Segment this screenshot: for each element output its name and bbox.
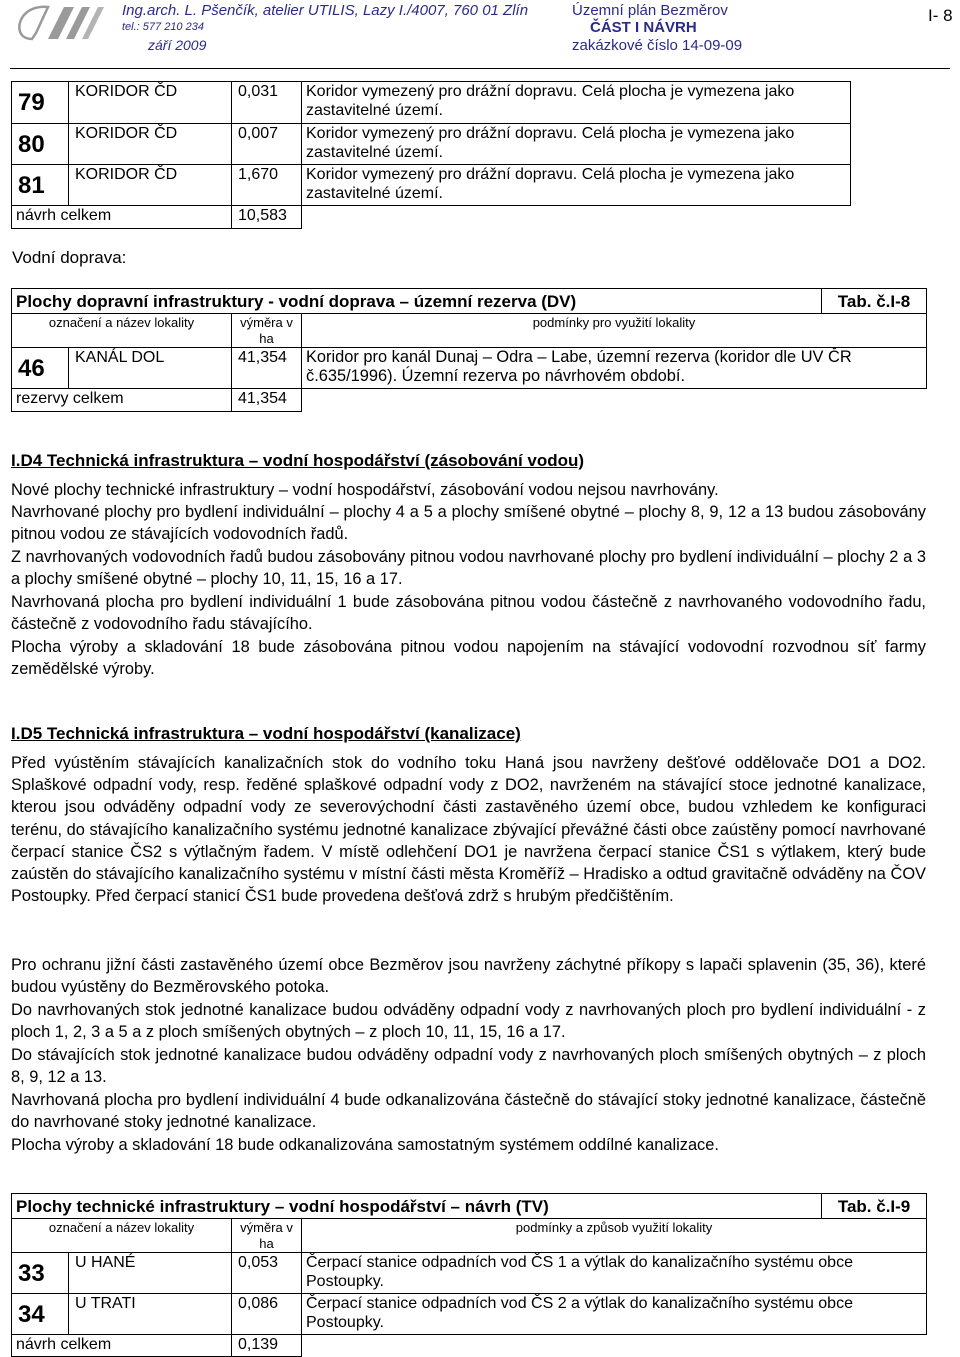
locality-name: U TRATI: [69, 1294, 232, 1335]
column-header-condition: podmínky a způsob využití lokality: [302, 1219, 927, 1253]
paragraph: Plocha výroby a skladování 18 bude zásobována pitnou vodou napojením na stávající vodovodní rozvodnou síť farmy zemědělské výroby.: [11, 638, 926, 679]
paragraph: Z navrhovaných vodovodních řadů budou zásobovány pitnou vodou navrhované plochy pro bydlení individuální – plochy 2 a 3 a plochy smíšené obytné – plochy 10, 11, 15, 16 a 17.: [11, 548, 926, 589]
paragraph: Do navrhovaných stok jednotné kanalizace budou odváděny odpadní vody z navrhovaných ploch pro bydlení individuální - z ploch 1, 2, 3 a 5 a z ploch smíšených obytných – z ploch 10, 11, 15, 16 a 17.: [11, 1001, 926, 1042]
author-phone: tel.: 577 210 234: [122, 21, 204, 33]
total-row: [12, 1335, 927, 1357]
table-row: [12, 124, 851, 165]
column-header-area: výměra v ha: [232, 314, 302, 348]
column-header-condition: podmínky pro využití lokality: [302, 314, 927, 348]
table-row: [12, 165, 851, 206]
locality-condition: Koridor vymezený pro drážní dopravu. Celá plocha je vymezena jako zastavitelné území.: [302, 82, 851, 124]
paragraph: Navrhované plochy pro bydlení individuální – plochy 4 a 5 a plochy smíšené obytné – plochy 8, 9, 12 a 13 budou zásobovány pitnou vodou ze stávajících vodovodních řadů.: [11, 503, 926, 544]
locality-number: 81: [12, 165, 69, 206]
locality-area: 41,354: [232, 348, 302, 389]
total-value: 10,583: [232, 206, 302, 229]
locality-number: 80: [12, 124, 69, 165]
locality-number: 33: [12, 1253, 69, 1294]
locality-number: 46: [12, 348, 69, 389]
locality-name: KORIDOR ČD: [69, 165, 232, 206]
total-row: [12, 389, 927, 412]
locality-name: U HANÉ: [69, 1253, 232, 1294]
locality-area: 1,670: [232, 165, 302, 206]
page-number: I- 8: [928, 6, 953, 25]
document-date: září 2009: [148, 37, 207, 53]
locality-name: KORIDOR ČD: [69, 124, 232, 165]
order-number: zakázkové číslo 14-09-09: [572, 37, 743, 54]
locality-area: 0,053: [232, 1253, 302, 1294]
total-row: [12, 206, 851, 229]
author-address: Ing.arch. L. Pšenčík, atelier UTILIS, Lazy I./4007, 760 01 Zlín: [122, 2, 529, 19]
total-label: návrh celkem: [12, 206, 232, 229]
paragraph: Do stávajících stok jednotné kanalizace budou odváděny odpadní vody z navrhovaných ploch smíšených obytných – z ploch 8, 9, 12 a 13.: [11, 1046, 926, 1087]
locality-area: 0,031: [232, 82, 302, 124]
paragraph: Navrhovaná plocha pro bydlení individuální 4 bude odkanalizována částečně do stávající stoky jednotné kanalizace, částečně do navrhované stoky jednotné kanalizace.: [11, 1091, 926, 1132]
column-header-name: označení a název lokality: [12, 314, 232, 348]
water-transport-table: [11, 288, 927, 412]
locality-name: KORIDOR ČD: [69, 82, 232, 124]
table-row: [12, 1294, 927, 1335]
table-title: Plochy technické infrastruktury – vodní hospodářství – návrh (TV): [12, 1194, 822, 1219]
locality-condition: Koridor vymezený pro drážní dopravu. Celá plocha je vymezena jako zastavitelné území.: [302, 124, 851, 165]
locality-area: 0,007: [232, 124, 302, 165]
column-header-name: označení a název lokality: [12, 1219, 232, 1253]
total-value: 0,139: [232, 1335, 302, 1357]
water-transport-label: Vodní doprava:: [12, 248, 127, 267]
document-part: ČÁST I NÁVRH: [590, 19, 697, 36]
table-row: [12, 1253, 927, 1294]
locality-condition: Koridor pro kanál Dunaj – Odra – Labe, územní rezerva (koridor dle UV ČR č.635/1996). Územní rezerva po návrhovém období.: [302, 348, 927, 389]
utilis-logo-icon: [14, 3, 114, 43]
locality-condition: Čerpací stanice odpadních vod ČS 2 a výtlak do kanalizačního systému obce Postoupky.: [302, 1294, 927, 1335]
paragraph: Pro ochranu jižní části zastavěného území obce Bezměrov jsou navrženy záchytné příkopy s lapači splavenin (35, 36), které budou vyústěny do Bezměrovského potoka.: [11, 956, 926, 997]
section-heading-d4: I.D4 Technická infrastruktura – vodní hospodářství (zásobování vodou): [11, 451, 585, 470]
locality-name: KANÁL DOL: [69, 348, 232, 389]
total-value: 41,354: [232, 389, 302, 412]
table-row: [12, 82, 851, 124]
paragraph: Nové plochy technické infrastruktury – vodní hospodářství, zásobování vodou nejsou navrhovány.: [11, 481, 719, 499]
header-divider: [10, 68, 950, 69]
total-label: návrh celkem: [12, 1335, 232, 1357]
total-label: rezervy celkem: [12, 389, 232, 412]
table-title: Plochy dopravní infrastruktury - vodní doprava – územní rezerva (DV): [12, 289, 822, 314]
locality-number: 79: [12, 82, 69, 124]
paragraph: Navrhovaná plocha pro bydlení individuální 1 bude zásobována pitnou vodou částečně z navrhovaného vodovodního řadu, částečně z vodovodního řadu stávajícího.: [11, 593, 926, 634]
page-header: [0, 0, 960, 70]
locality-number: 34: [12, 1294, 69, 1335]
locality-condition: Čerpací stanice odpadních vod ČS 1 a výtlak do kanalizačního systému obce Postoupky.: [302, 1253, 927, 1294]
section-heading-d5: I.D5 Technická infrastruktura – vodní hospodářství (kanalizace): [11, 724, 521, 743]
rail-corridor-table: [11, 81, 851, 229]
plan-name: Územní plán Bezměrov: [572, 2, 728, 19]
column-header-area: výměra v ha: [232, 1219, 302, 1253]
locality-area: 0,086: [232, 1294, 302, 1335]
locality-condition: Koridor vymezený pro drážní dopravu. Celá plocha je vymezena jako zastavitelné území.: [302, 165, 851, 206]
paragraph: Před vyústěním stávajících kanalizačních stok do vodního toku Haná jsou navrženy dešťové oddělovače DO1 a DO2. Splaškové odpadní vody, resp. ředěné splaškové odpadní vody z DO2, navrženém na stávající stoce jednotné kanalizace, kterou jsou odváděny odpadní vody ze severovýchodní části zastavěného území obce, budou vzhledem ke konfiguraci terénu, do stávajícího kanalizačního systému jednotné kanalizace zbývající převážné části obce zaústěny pomocí navrhované čerpací stanice ČS2 s výtlačným řadem. V místě odlehčení DO1 je navržena čerpací stanice ČS1 s výtlakem, který bude zaústěn do stávajícího kanalizačního systému v místní části města Kroměříž – Hradisko a odtud gravitačně odváděny na ČOV Postoupky. Před čerpací stanicí ČS1 bude provedena dešťová zdrž s hrubým předčištěním.: [11, 754, 926, 906]
paragraph: Plocha výroby a skladování 18 bude odkanalizována samostatným systémem oddílné kanalizace.: [11, 1136, 719, 1154]
water-management-table: [11, 1193, 927, 1357]
table-row: [12, 348, 927, 389]
table-number: Tab. č.I-8: [822, 289, 927, 314]
table-number: Tab. č.I-9: [822, 1194, 927, 1219]
